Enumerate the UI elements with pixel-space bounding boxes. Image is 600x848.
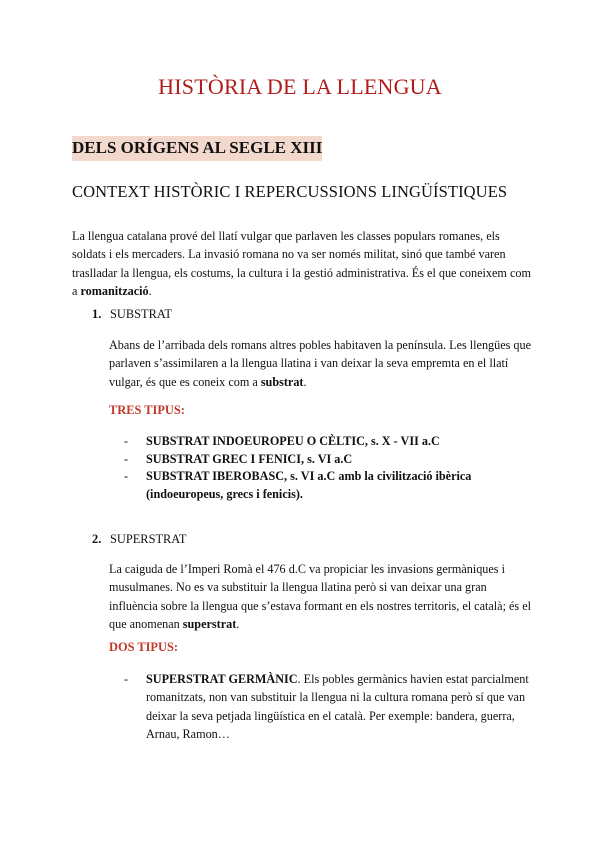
dash-bullet: - bbox=[124, 469, 129, 483]
superstrat-paragraph bbox=[109, 560, 534, 633]
substrat-end: . bbox=[303, 374, 307, 389]
superstrat-bold-term: superstrat bbox=[182, 616, 237, 631]
dash-bullet: - bbox=[124, 672, 129, 686]
superstrat-number: 2. bbox=[92, 532, 102, 546]
substrat-paragraph bbox=[109, 336, 534, 391]
substrat-bold-term: substrat bbox=[260, 374, 304, 389]
substrat-heading bbox=[92, 307, 172, 322]
section-title: DELS ORÍGENS AL SEGLE XIII bbox=[72, 136, 322, 161]
substrat-number: 1. bbox=[92, 307, 102, 321]
superstrat-item-bold: SUPERSTRAT GERMÀNIC bbox=[146, 672, 298, 686]
intro-bold-term: romanització bbox=[80, 283, 149, 298]
substrat-types-label: TRES TIPUS: bbox=[109, 403, 185, 417]
list-item bbox=[124, 468, 534, 503]
substrat-list bbox=[124, 433, 534, 503]
superstrat-list bbox=[124, 670, 534, 743]
list-item bbox=[124, 670, 534, 743]
dash-bullet: - bbox=[124, 451, 129, 466]
superstrat-text: La caiguda de l’Imperi Romà el 476 d.C va propiciar les invasions germàniques i musulmanes. No es va substituir la llengua llatina però si van deixar una gran influència sobre la llengua que s’estava formant en els nostres territoris, el català; és el que anomenan bbox=[109, 562, 531, 631]
superstrat-end: . bbox=[236, 616, 240, 631]
substrat-item-text: SUBSTRAT INDOEUROPEU O CÈLTIC, s. X - VII a.C bbox=[146, 434, 440, 448]
substrat-item-text: SUBSTRAT IBEROBASC, s. VI a.C amb la civilització ibèrica (indoeuropeus, grecs i fenicis). bbox=[146, 469, 472, 501]
substrat-text: Abans de l’arribada dels romans altres pobles habitaven la península. Les llengües que parlaven s’assimilaren a la llengua llatina i van deixar la seva empremta en el llatí vulgar, és que es coneix com a bbox=[109, 338, 532, 389]
document-title: HISTÒRIA DE LA LLENGUA bbox=[158, 74, 442, 99]
dash-bullet: - bbox=[124, 434, 129, 448]
list-item bbox=[124, 451, 534, 469]
superstrat-heading-label: SUPERSTRAT bbox=[110, 532, 187, 546]
superstrat-item-text: . Els pobles germànics havien estat parcialment romanitzats, non van substituir la llengua ni la cultura romana però sí que van deixar la seva petjada lingüística en el català. Per exemple: bandera, guerra, Arnau, Ramon… bbox=[146, 672, 529, 741]
list-item bbox=[124, 433, 534, 451]
substrat-item-text: SUBSTRAT GREC I FENICI, s. VI a.C bbox=[146, 451, 353, 466]
subsection-title: CONTEXT HISTÒRIC I REPERCUSSIONS LINGÜÍSTIQUES bbox=[72, 182, 508, 201]
intro-paragraph bbox=[72, 227, 532, 300]
superstrat-heading bbox=[92, 532, 186, 547]
superstrat-types-label: DOS TIPUS: bbox=[109, 640, 178, 654]
substrat-heading-label: SUBSTRAT bbox=[110, 307, 172, 321]
intro-end: . bbox=[148, 283, 152, 298]
intro-text: La llengua catalana prové del llatí vulgar que parlaven les classes populars romanes, els soldats i els mercaders. La invasió romana no va ser només militat, sinó que també varen traslladar la llengua, els costums, la cultura i la gestió administrativa. És el que coneixem com a bbox=[72, 229, 531, 298]
